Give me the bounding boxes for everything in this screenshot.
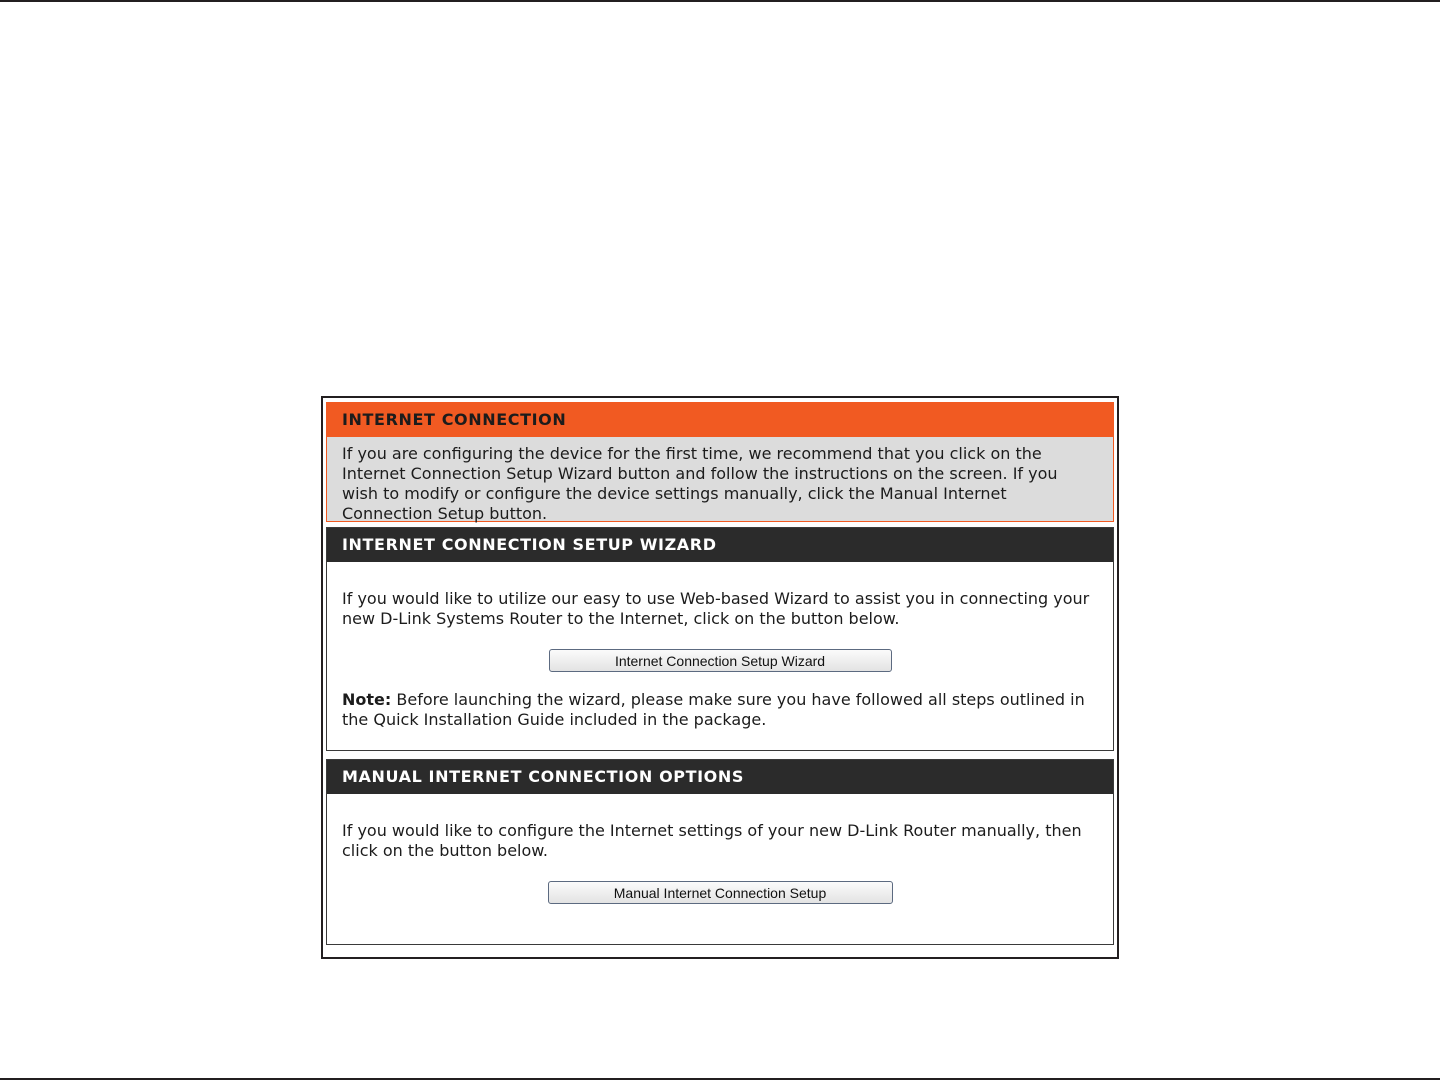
section-title-setup-wizard: INTERNET CONNECTION SETUP WIZARD	[327, 528, 1113, 562]
note-label: Note:	[342, 690, 392, 709]
manual-description: If you would like to configure the Internet settings of your new D-Link Router manually, then click on the button below.	[342, 821, 1082, 860]
note-text: Before launching the wizard, please make sure you have followed all steps outlined in the Quick Installation Guide included in the package.	[342, 690, 1085, 729]
internet-connection-panel	[321, 396, 1119, 959]
wizard-button-row	[327, 649, 1113, 672]
setup-wizard-section	[326, 527, 1114, 751]
bottom-rule	[0, 1078, 1440, 1080]
top-rule	[0, 0, 1440, 2]
intro-description: If you are configuring the device for the first time, we recommend that you click on the Internet Connection Setup Wizard button and follow the instructions on the screen. If you wish to modify or configure the device settings manually, click the Manual Internet Connection Setup button.	[342, 444, 1058, 523]
section-title-manual-options: MANUAL INTERNET CONNECTION OPTIONS	[327, 760, 1113, 794]
internet-connection-section	[326, 402, 1114, 522]
manual-button-row	[327, 881, 1113, 904]
wizard-description: If you would like to utilize our easy to use Web-based Wizard to assist you in connecting your new D-Link Systems Router to the Internet, click on the button below.	[342, 589, 1090, 628]
internet-connection-setup-wizard-button[interactable]: Internet Connection Setup Wizard	[549, 649, 892, 672]
wizard-note	[327, 690, 1113, 730]
manual-connection-section	[326, 759, 1114, 945]
section-title-internet-connection: INTERNET CONNECTION	[327, 403, 1113, 437]
manual-internet-connection-setup-button[interactable]: Manual Internet Connection Setup	[548, 881, 893, 904]
